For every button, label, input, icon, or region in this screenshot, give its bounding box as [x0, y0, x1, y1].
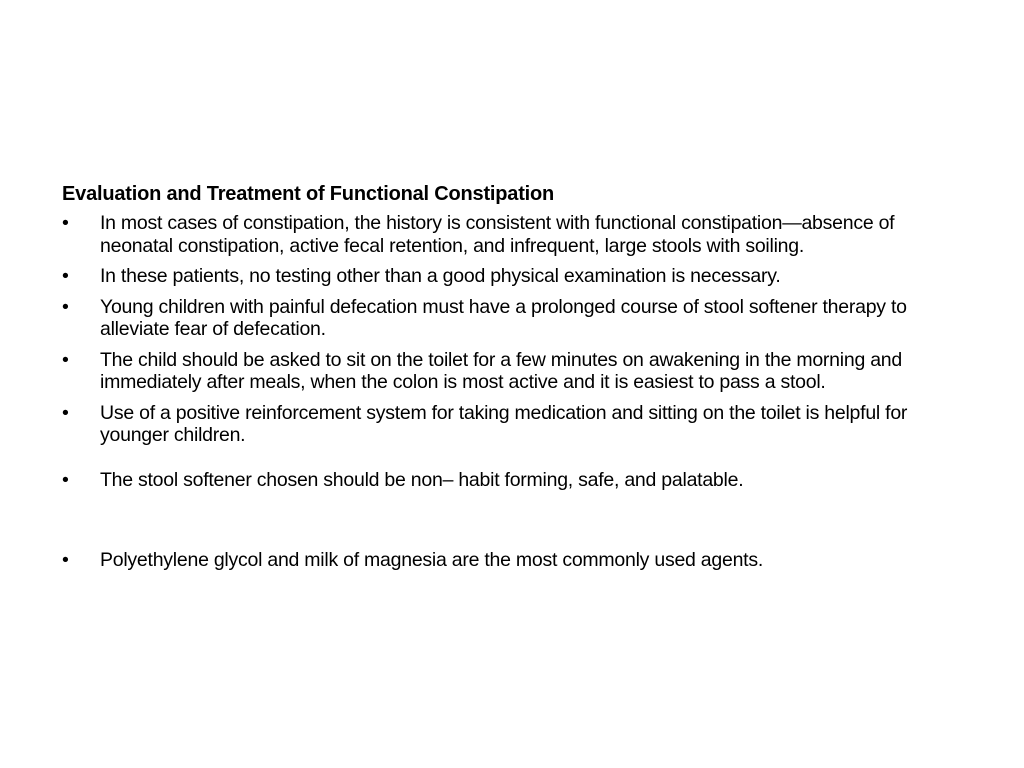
slide-content — [62, 182, 962, 580]
bullet-text: Use of a positive reinforcement system for taking medication and sitting on the toilet is helpful for younger children. — [100, 401, 908, 446]
slide-heading: Evaluation and Treatment of Functional Constipation — [62, 183, 555, 205]
bullet-text: In these patients, no testing other than a good physical examination is necessary. — [100, 265, 781, 287]
bullet-item — [62, 549, 962, 572]
bullet-icon: • — [62, 549, 69, 571]
bullet-list — [62, 212, 962, 572]
bullet-item — [62, 469, 962, 492]
bullet-item — [62, 265, 962, 288]
bullet-item — [62, 349, 962, 394]
bullet-item — [62, 212, 962, 257]
bullet-text: In most cases of constipation, the history is consistent with functional constipation—absence of neonatal constipation, active fecal retention, and infrequent, large stools with soiling. — [100, 212, 895, 257]
bullet-item — [62, 402, 962, 447]
bullet-text: The stool softener chosen should be non– habit forming, safe, and palatable. — [100, 468, 744, 491]
bullet-icon: • — [62, 401, 69, 424]
bullet-text: The child should be asked to sit on the toilet for a few minutes on awakening in the morning and immediately after meals, when the colon is most active and it is easiest to pass a stool. — [100, 348, 902, 393]
bullet-text: Young children with painful defecation must have a prolonged course of stool softener therapy to alleviate fear of defecation. — [100, 295, 907, 340]
bullet-icon: • — [62, 295, 69, 318]
bullet-icon: • — [62, 212, 69, 234]
bullet-icon: • — [62, 468, 69, 491]
bullet-item — [62, 296, 962, 341]
bullet-icon: • — [62, 265, 69, 287]
bullet-text: Polyethylene glycol and milk of magnesia are the most commonly used agents. — [100, 549, 764, 571]
bullet-icon: • — [62, 348, 69, 371]
